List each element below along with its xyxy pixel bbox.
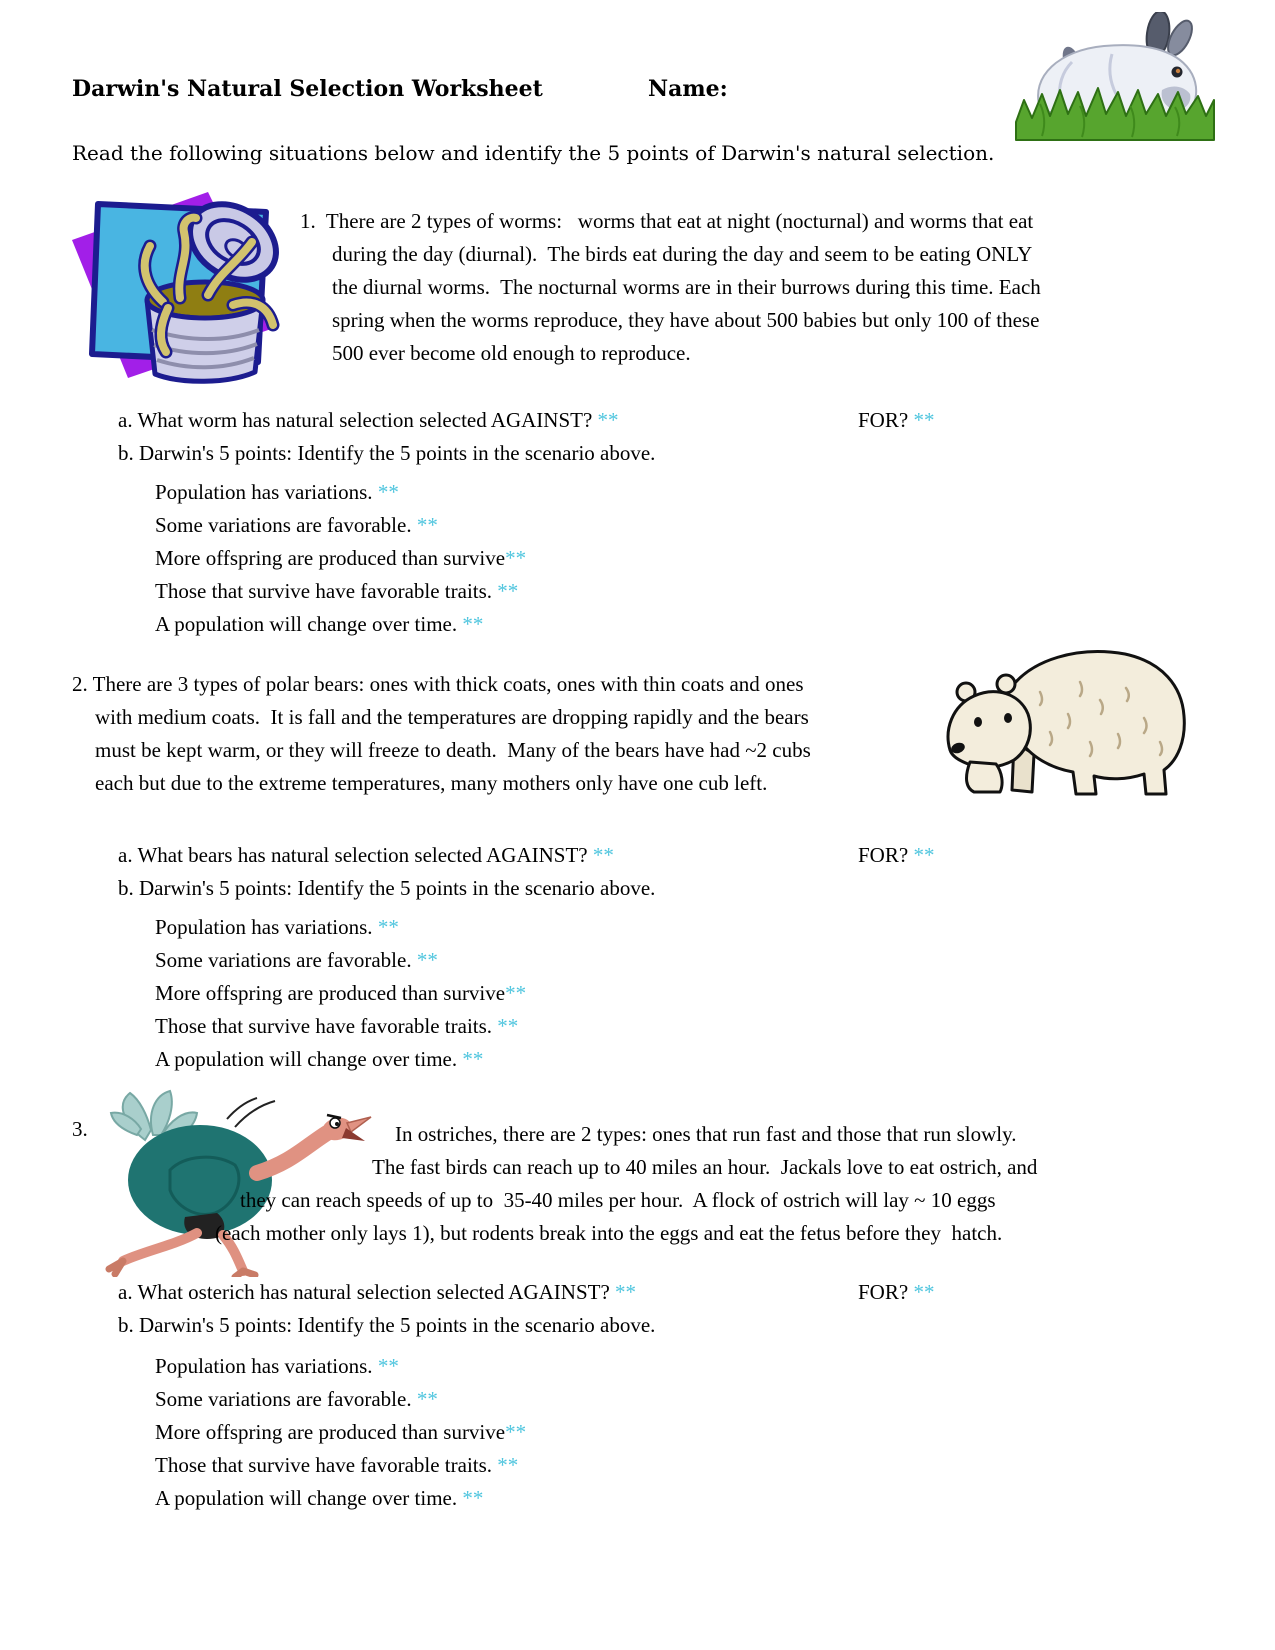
scenario-line: must be kept warm, or they will freeze to death. Many of the bears have had ~2 cubs xyxy=(95,738,811,762)
scenario-line: each but due to the extreme temperatures, many mothers only have one cub left. xyxy=(95,771,768,795)
for-label-1 xyxy=(858,408,934,433)
for-marks: ** xyxy=(913,408,935,432)
scenario-line: (each mother only lays 1), but rodents break into the eggs and eat the fetus before they hatch. xyxy=(215,1221,1003,1245)
five-point-item: More offspring are produced than survive** xyxy=(155,546,527,570)
five-point-item: A population will change over time. ** xyxy=(155,1047,484,1071)
point-marks: ** xyxy=(377,915,399,939)
for-text: FOR? xyxy=(858,1280,909,1304)
can-of-worms-icon xyxy=(68,180,300,385)
five-point-item: A population will change over time. ** xyxy=(155,1486,484,1510)
five-point-item: More offspring are produced than survive** xyxy=(155,981,527,1005)
five-point-item: More offspring are produced than survive** xyxy=(155,1420,527,1444)
five-points-list-3 xyxy=(155,1350,526,1515)
for-marks: ** xyxy=(913,843,935,867)
five-point-item: Those that survive have favorable traits. ** xyxy=(155,1453,519,1477)
scenario-line: The fast birds can reach up to 40 miles an hour. Jackals love to eat ostrich, and xyxy=(372,1155,1038,1179)
scenario-line: during the day (diurnal). The birds eat during the day and seem to be eating ONLY xyxy=(332,242,1033,266)
point-marks: ** xyxy=(416,1387,438,1411)
instructions: Read the following situations below and identify the 5 points of Darwin's natural selection. xyxy=(72,141,995,165)
for-label-3 xyxy=(858,1280,934,1305)
against-marks: ** xyxy=(592,843,614,867)
question-a-text: a. What bears has natural selection selected AGAINST? xyxy=(118,843,593,867)
five-points-list-1 xyxy=(155,476,526,641)
point-marks: ** xyxy=(497,1453,519,1477)
polar-bear-icon xyxy=(930,622,1192,804)
five-point-item: Population has variations. ** xyxy=(155,480,399,504)
five-point-item: Some variations are favorable. ** xyxy=(155,948,438,972)
scenario-line: 500 ever become old enough to reproduce. xyxy=(332,341,691,365)
point-marks: ** xyxy=(462,1047,484,1071)
scenario-line: 1. There are 2 types of worms: worms that eat at night (nocturnal) and worms that eat xyxy=(300,209,1034,233)
rabbit-illustration xyxy=(1012,12,1217,142)
five-point-item: Population has variations. ** xyxy=(155,1354,399,1378)
question-a-3 xyxy=(118,1280,636,1305)
scenario-1-paragraph xyxy=(300,205,1041,370)
rabbit-icon xyxy=(1012,12,1217,142)
scenario-line: the diurnal worms. The nocturnal worms are in their burrows during this time. Each xyxy=(332,275,1041,299)
point-marks: ** xyxy=(462,612,484,636)
point-marks: ** xyxy=(497,579,519,603)
scenario-2-paragraph xyxy=(72,668,811,800)
scenario-line: 2. There are 3 types of polar bears: ones with thick coats, ones with thin coats and ones xyxy=(72,672,804,696)
page-title: Darwin's Natural Selection Worksheet xyxy=(72,76,543,102)
for-marks: ** xyxy=(913,1280,935,1304)
scenario-line: with medium coats. It is fall and the temperatures are dropping rapidly and the bears xyxy=(95,705,809,729)
question-a-1 xyxy=(118,408,619,433)
five-point-item: Some variations are favorable. ** xyxy=(155,1387,438,1411)
name-label: Name: xyxy=(648,76,728,102)
for-text: FOR? xyxy=(858,843,909,867)
point-marks: ** xyxy=(462,1486,484,1510)
point-marks: ** xyxy=(416,948,438,972)
question-a-text: a. What osterich has natural selection selected AGAINST? xyxy=(118,1280,616,1304)
point-marks: ** xyxy=(416,513,438,537)
question-b-3: b. Darwin's 5 points: Identify the 5 points in the scenario above. xyxy=(118,1313,656,1337)
point-marks: ** xyxy=(505,546,527,570)
scenario-line: spring when the worms reproduce, they have about 500 babies but only 100 of these xyxy=(332,308,1040,332)
worms-illustration xyxy=(68,180,300,385)
polar-bear-illustration xyxy=(930,622,1192,804)
point-marks: ** xyxy=(505,981,527,1005)
question-b-1: b. Darwin's 5 points: Identify the 5 points in the scenario above. xyxy=(118,441,656,465)
scenario-line: In ostriches, there are 2 types: ones that run fast and those that run slowly. xyxy=(395,1122,1017,1146)
question-b-2: b. Darwin's 5 points: Identify the 5 points in the scenario above. xyxy=(118,876,656,900)
point-marks: ** xyxy=(377,480,399,504)
point-marks: ** xyxy=(505,1420,527,1444)
question-a-2 xyxy=(118,843,614,868)
against-marks: ** xyxy=(615,1280,637,1304)
for-label-2 xyxy=(858,843,934,868)
five-point-item: A population will change over time. ** xyxy=(155,612,484,636)
five-point-item: Some variations are favorable. ** xyxy=(155,513,438,537)
five-points-list-2 xyxy=(155,911,526,1076)
scenario-line: they can reach speeds of up to 35-40 miles per hour. A flock of ostrich will lay ~ 10 eggs xyxy=(240,1188,996,1212)
point-marks: ** xyxy=(377,1354,399,1378)
five-point-item: Population has variations. ** xyxy=(155,915,399,939)
for-text: FOR? xyxy=(858,408,909,432)
point-marks: ** xyxy=(497,1014,519,1038)
against-marks: ** xyxy=(597,408,619,432)
question-a-text: a. What worm has natural selection selected AGAINST? xyxy=(118,408,598,432)
five-point-item: Those that survive have favorable traits. ** xyxy=(155,579,519,603)
section-3-number: 3. xyxy=(72,1117,88,1141)
five-point-item: Those that survive have favorable traits. ** xyxy=(155,1014,519,1038)
